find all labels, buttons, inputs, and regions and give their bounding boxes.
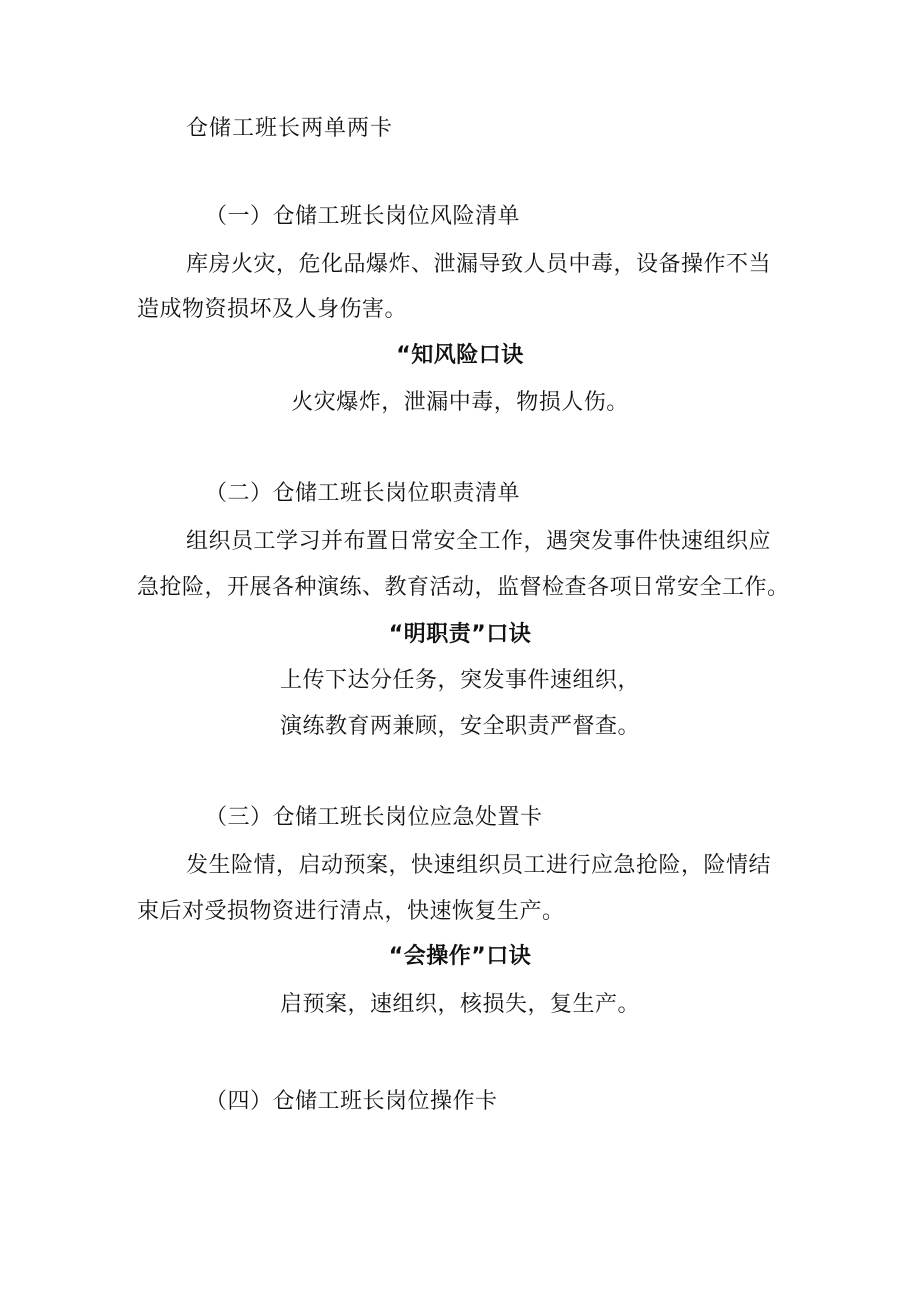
paragraph-line: 急抢险，开展各种演练、教育活动，监督检查各项日常安全工作。 xyxy=(137,575,790,600)
paragraph-line: 库房火灾，危化品爆炸、泄漏导致人员中毒，设备操作不当 xyxy=(186,252,772,277)
mnemonic-title: “明职责”口诀 xyxy=(388,622,532,647)
mnemonic-title: “会操作”口诀 xyxy=(388,944,532,969)
paragraph-line: 发生险情，启动预案，快速组织员工进行应急抢险，险情结 xyxy=(186,853,772,878)
mnemonic-line: 火灾爆炸，泄漏中毒，物损人伤。 xyxy=(291,390,629,415)
paragraph-line: 组织员工学习并布置日常安全工作，遇突发事件快速组织应 xyxy=(186,529,772,554)
paragraph-line: 束后对受损物资进行清点，快速恢复生产。 xyxy=(137,899,565,924)
mnemonic-line: 启预案，速组织，核损失，复生产。 xyxy=(279,992,640,1017)
mnemonic-title: “知风险口诀 xyxy=(396,343,524,368)
section-heading: （二）仓储工班长岗位职责清单 xyxy=(205,481,521,506)
document-title: 仓储工班长两单两卡 xyxy=(186,116,394,141)
section-heading: （三）仓储工班长岗位应急处置卡 xyxy=(205,805,543,830)
section-heading: （一）仓储工班长岗位风险清单 xyxy=(205,204,521,229)
section-heading: （四）仓储工班长岗位操作卡 xyxy=(205,1089,498,1114)
paragraph-line: 造成物资损坏及人身伤害。 xyxy=(137,297,408,322)
mnemonic-line: 上传下达分任务，突发事件速组织， xyxy=(279,668,640,693)
mnemonic-line: 演练教育两兼顾，安全职责严督查。 xyxy=(279,714,640,739)
